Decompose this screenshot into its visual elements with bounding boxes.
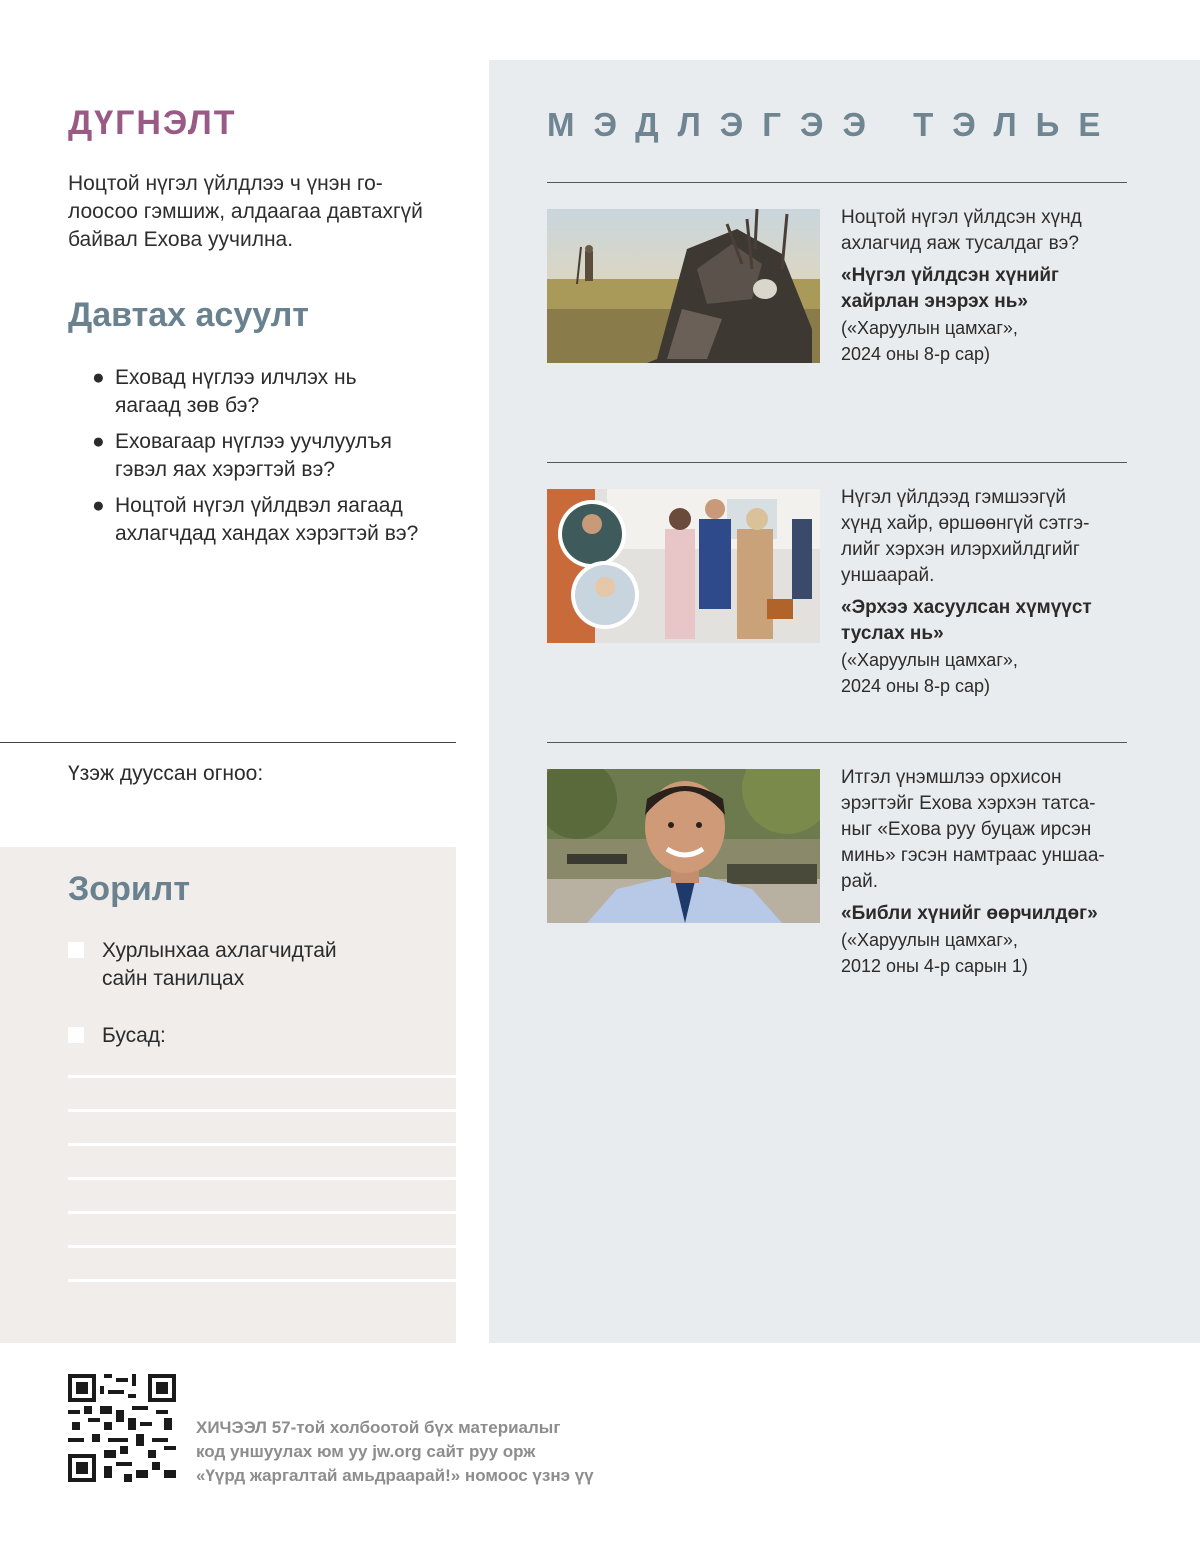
review-heading: Давтах асуулт: [68, 296, 309, 334]
bullet-icon: ●: [92, 430, 105, 453]
write-in-line[interactable]: [68, 1075, 456, 1078]
write-in-line[interactable]: [68, 1177, 456, 1180]
goal-checkbox[interactable]: [68, 1027, 84, 1043]
man-portrait-image: [547, 769, 820, 923]
review-question-list: [92, 364, 462, 556]
write-in-line[interactable]: [68, 1143, 456, 1146]
article-title[interactable]: «Нүгэл үйлдсэн хүнийг хайрлан энэрэх нь»: [841, 265, 1059, 312]
shepherd-painting-image: [547, 209, 820, 363]
divider: [0, 742, 456, 743]
learn-more-entry: Итгэл үнэмшлээ орхисон эрэгтэйг Ехова хэрхэн татса- ныг «Ехова руу буцаж ирсэн минь» гэсэн намтраас уншаа- рай. «Библи хүнийг өөрчилдөг» («Харуулын цамхаг», 2012 оны 4-р сарын 1): [841, 765, 1121, 979]
article-title[interactable]: «Эрхээ хасуулсан хүмүүст туслах нь»: [841, 597, 1092, 644]
learn-more-entry: Ноцтой нүгэл үйлдсэн хүнд ахлагчид яаж тусалдаг вэ? «Нүгэл үйлдсэн хүнийг хайрлан энэрэх нь» («Харуулын цамхаг», 2024 оны 8-р сар): [841, 205, 1121, 367]
goal-panel: [0, 847, 456, 1343]
footer-note: ХИЧЭЭЛ 57-той холбоотой бүх материалыг код уншуулах юм уу jw.org сайт руу орж «Үүрд жаргалтай амьдраарай!» номоос үзнэ үү: [196, 1418, 594, 1485]
article-source: («Харуулын цамхаг», 2024 оны 8-р сар): [841, 650, 1018, 696]
divider: [547, 742, 1127, 743]
article-source: («Харуулын цамхаг», 2012 оны 4-р сарын 1): [841, 930, 1028, 976]
learn-more-heading: МЭДЛЭГЭЭ ТЭЛЬЕ: [547, 106, 1120, 143]
write-in-line[interactable]: [68, 1109, 456, 1112]
goal-item[interactable]: Хурлынхаа ахлагчидтай сайн танилцах: [68, 937, 402, 993]
goal-item-other[interactable]: Бусад:: [68, 1022, 402, 1050]
review-question: ● Еховад нүглээ илчлэх нь яагаад зөв бэ?: [92, 366, 357, 417]
goal-heading: Зорилт: [68, 870, 190, 908]
bullet-icon: ●: [92, 366, 105, 389]
qr-code-icon[interactable]: [68, 1374, 176, 1482]
divider: [547, 182, 1127, 183]
goal-checkbox[interactable]: [68, 942, 84, 958]
divider: [547, 462, 1127, 463]
bullet-icon: ●: [92, 494, 105, 517]
review-question: ● Еховагаар нүглээ уучлуулъя гэвэл яах хэрэгтэй вэ?: [92, 430, 392, 481]
learn-more-entry: Нүгэл үйлдээд гэмшээгүй хүнд хайр, өршөөнгүй сэтгэ- лийг хэрхэн илэрхийлдгийг уншаарай. «Эрхээ хасуулсан хүмүүст туслах нь» («Харуулын цамхаг», 2024 оны 8-р сар): [841, 485, 1121, 699]
write-in-line[interactable]: [68, 1245, 456, 1248]
article-title[interactable]: «Библи хүнийг өөрчилдөг»: [841, 903, 1098, 924]
congregation-photo-image: [547, 489, 820, 643]
write-in-line[interactable]: [68, 1211, 456, 1214]
write-in-line[interactable]: [68, 1279, 456, 1282]
summary-text: Ноцтой нүгэл үйлдлээ ч үнэн го- лоосоо гэмшиж, алдаагаа давтахгүй байвал Ехова уучилна.: [68, 172, 423, 251]
review-question: ● Ноцтой нүгэл үйлдвэл яагаад ахлагчдад хандах хэрэгтэй вэ?: [92, 494, 419, 545]
summary-heading: ДҮГНЭЛТ: [68, 104, 237, 142]
article-source: («Харуулын цамхаг», 2024 оны 8-р сар): [841, 318, 1018, 364]
finished-date-label: Үзэж дууссан огноо:: [68, 762, 264, 785]
